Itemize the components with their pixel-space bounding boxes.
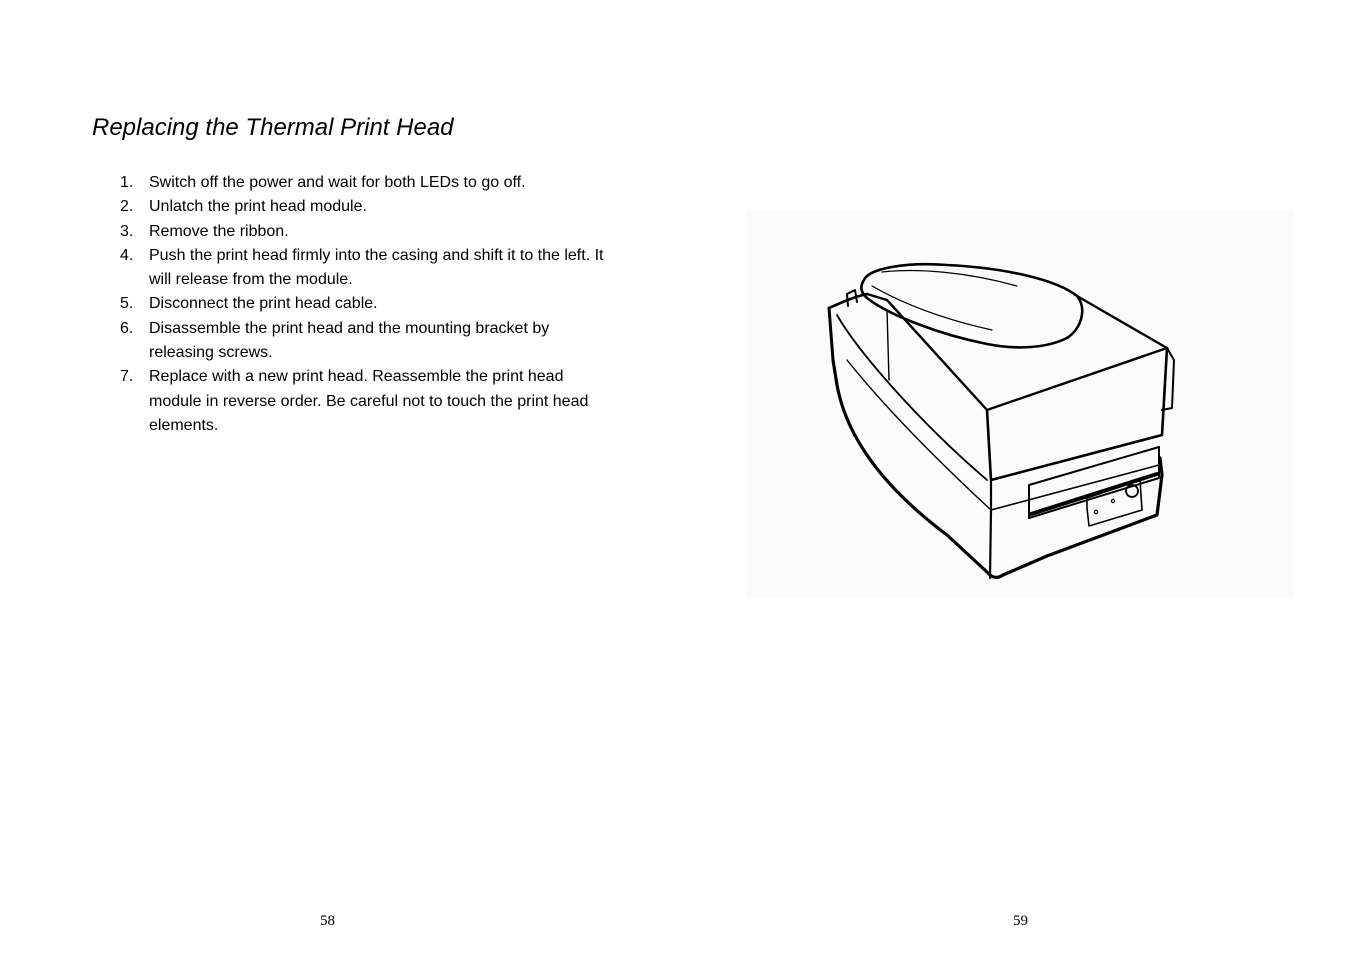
step-number: 1.	[120, 174, 134, 191]
list-item	[115, 195, 615, 219]
step-text: Disconnect the print head cable.	[149, 295, 378, 313]
page-title: Replacing the Thermal Print Head	[92, 114, 454, 141]
list-item	[115, 317, 615, 366]
right-page	[675, 0, 1351, 954]
step-text: Replace with a new print head. Reassemble the print head module in reverse order. Be careful not to touch the print head elements.	[149, 368, 589, 434]
instruction-steps	[115, 171, 615, 438]
step-text: Remove the ribbon.	[149, 222, 289, 240]
step-number: 4.	[120, 246, 134, 264]
step-text: Push the print head firmly into the casing and shift it to the left. It will release from the module.	[149, 246, 604, 289]
list-item	[115, 220, 615, 244]
step-text: Unlatch the print head module.	[149, 198, 367, 216]
list-item	[115, 365, 615, 438]
list-item	[115, 244, 615, 293]
page-number-left: 58	[320, 913, 335, 929]
step-number: 5.	[120, 295, 134, 313]
step-number: 3.	[120, 222, 134, 240]
list-item	[115, 171, 615, 195]
step-text: Disassemble the print head and the mounting bracket by releasing screws.	[149, 319, 550, 362]
label-printer-illustration-icon	[747, 210, 1293, 598]
step-number: 2.	[120, 198, 134, 216]
list-item	[115, 292, 615, 316]
left-page	[0, 0, 675, 954]
step-number: 7.	[120, 368, 134, 386]
page-number-right: 59	[1013, 913, 1028, 929]
step-text: Switch off the power and wait for both LEDs to go off.	[149, 174, 526, 191]
step-number: 6.	[120, 319, 134, 337]
